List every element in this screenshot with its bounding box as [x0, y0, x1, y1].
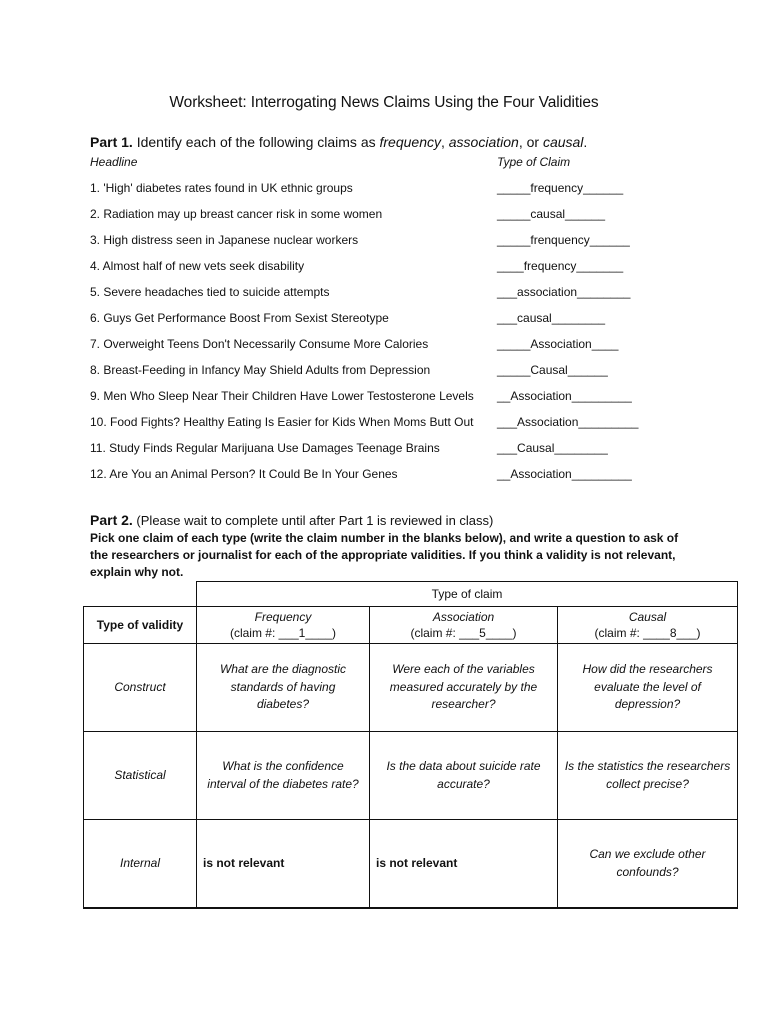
answer-cell[interactable]: Were each of the variables measured accurately by the researcher? — [370, 644, 558, 732]
claim-type[interactable]: ___association________ — [497, 285, 631, 299]
claim-row — [90, 229, 690, 255]
claim-headline: 1. 'High' diabetes rates found in UK ethnic groups — [90, 181, 353, 195]
column-headline: Headline — [90, 155, 138, 169]
part2-instructions: Pick one claim of each type (write the claim number in the blanks below), and write a question to ask of the researchers or journalist for each of the appropriate validities. If you think a validity is not relevant, explain why not. — [90, 531, 679, 579]
claim-row — [90, 255, 690, 281]
claim-type[interactable]: _____Association____ — [497, 337, 619, 351]
column-header-causal — [558, 607, 738, 644]
claim-type[interactable]: __Association_________ — [497, 389, 632, 403]
claim-row — [90, 203, 690, 229]
claim-row — [90, 359, 690, 385]
part1-sep: , or — [518, 134, 543, 150]
validity-statistical: Statistical — [84, 732, 197, 820]
claim-row — [90, 333, 690, 359]
validity-table — [83, 581, 738, 909]
validity-construct: Construct — [84, 644, 197, 732]
part1-instruction: Identify each of the following claims as — [132, 134, 380, 150]
claim-type[interactable]: ___causal________ — [497, 311, 606, 325]
claim-row — [90, 281, 690, 307]
claim-row — [90, 411, 690, 437]
claim-headline: 7. Overweight Teens Don't Necessarily Consume More Calories — [90, 337, 429, 351]
table-subheader-row — [84, 607, 738, 644]
answer-cell[interactable]: What is the confidence interval of the diabetes rate? — [197, 732, 370, 820]
answer-cell[interactable]: is not relevant — [197, 820, 370, 909]
claim-headline: 2. Radiation may up breast cancer risk in some women — [90, 207, 383, 221]
part2-heading — [90, 512, 493, 528]
table-row — [84, 644, 738, 732]
part2-note: (Please wait to complete until after Part 1 is reviewed in class) — [132, 513, 494, 528]
claim-row — [90, 385, 690, 411]
claim-headline: 3. High distress seen in Japanese nuclear workers — [90, 233, 359, 247]
column-header-frequency — [197, 607, 370, 644]
column-type-of-claim: Type of Claim — [497, 155, 571, 169]
part1-sep: , — [440, 134, 449, 150]
claim-headline: 6. Guys Get Performance Boost From Sexist Stereotype — [90, 311, 389, 325]
table-row — [84, 732, 738, 820]
answer-cell[interactable]: How did the researchers evaluate the level of depression? — [558, 644, 738, 732]
validity-internal: Internal — [84, 820, 197, 909]
part1-label: Part 1. — [90, 134, 133, 150]
claim-headline: 9. Men Who Sleep Near Their Children Have Lower Testosterone Levels — [90, 389, 474, 403]
claim-headline: 11. Study Finds Regular Marijuana Use Damages Teenage Brains — [90, 441, 440, 455]
part1-heading — [90, 134, 587, 150]
claim-row — [90, 437, 690, 463]
table-corner — [84, 582, 197, 607]
claim-headline: 8. Breast-Feeding in Infancy May Shield Adults from Depression — [90, 363, 431, 377]
answer-cell[interactable]: is not relevant — [370, 820, 558, 909]
claim-type[interactable]: _____Causal______ — [497, 363, 608, 377]
claim-type[interactable]: ___Causal________ — [497, 441, 608, 455]
claim-type[interactable]: ___Association_________ — [497, 415, 639, 429]
type-of-validity-header: Type of validity — [84, 607, 197, 644]
table-header-row — [84, 582, 738, 607]
column-name: Frequency — [254, 610, 312, 624]
answer-cell[interactable]: Is the statistics the researchers collect precise? — [558, 732, 738, 820]
answer-cell[interactable]: Is the data about suicide rate accurate? — [370, 732, 558, 820]
column-name: Causal — [628, 610, 667, 624]
claim-row — [90, 463, 690, 489]
page-title: Worksheet: Interrogating News Claims Using the Four Validities — [169, 94, 599, 111]
answer-cell[interactable]: Can we exclude other confounds? — [558, 820, 738, 909]
part1-end: . — [583, 134, 588, 150]
claim-type[interactable]: __Association_________ — [497, 467, 632, 481]
answer-cell[interactable]: What are the diagnostic standards of having diabetes? — [197, 644, 370, 732]
claim-headline: 5. Severe headaches tied to suicide attempts — [90, 285, 330, 299]
part1-causal: causal — [542, 134, 584, 150]
claim-headline: 12. Are You an Animal Person? It Could Be In Your Genes — [90, 467, 398, 481]
type-of-claim-header: Type of claim — [197, 582, 738, 607]
column-header-association — [370, 607, 558, 644]
claim-number[interactable]: (claim #: ___1____) — [229, 626, 337, 640]
part1-frequency: frequency — [379, 134, 441, 150]
claim-headline: 4. Almost half of new vets seek disability — [90, 259, 305, 273]
table-row — [84, 820, 738, 909]
claim-row — [90, 307, 690, 333]
claim-type[interactable]: _____causal______ — [497, 207, 606, 221]
claim-number[interactable]: (claim #: ___5____) — [410, 626, 517, 640]
part2-label: Part 2. — [90, 512, 133, 528]
claim-type[interactable]: _____frequency______ — [497, 181, 624, 195]
claim-row — [90, 177, 690, 203]
claim-type[interactable]: _____frenquency______ — [497, 233, 630, 247]
claim-number[interactable]: (claim #: ____8___) — [594, 626, 701, 640]
claims-list — [90, 177, 690, 489]
claim-headline: 10. Food Fights? Healthy Eating Is Easier for Kids When Moms Butt Out — [90, 415, 474, 429]
claim-type[interactable]: ____frequency_______ — [497, 259, 624, 273]
column-name: Association — [432, 610, 495, 624]
part1-association: association — [448, 134, 519, 150]
